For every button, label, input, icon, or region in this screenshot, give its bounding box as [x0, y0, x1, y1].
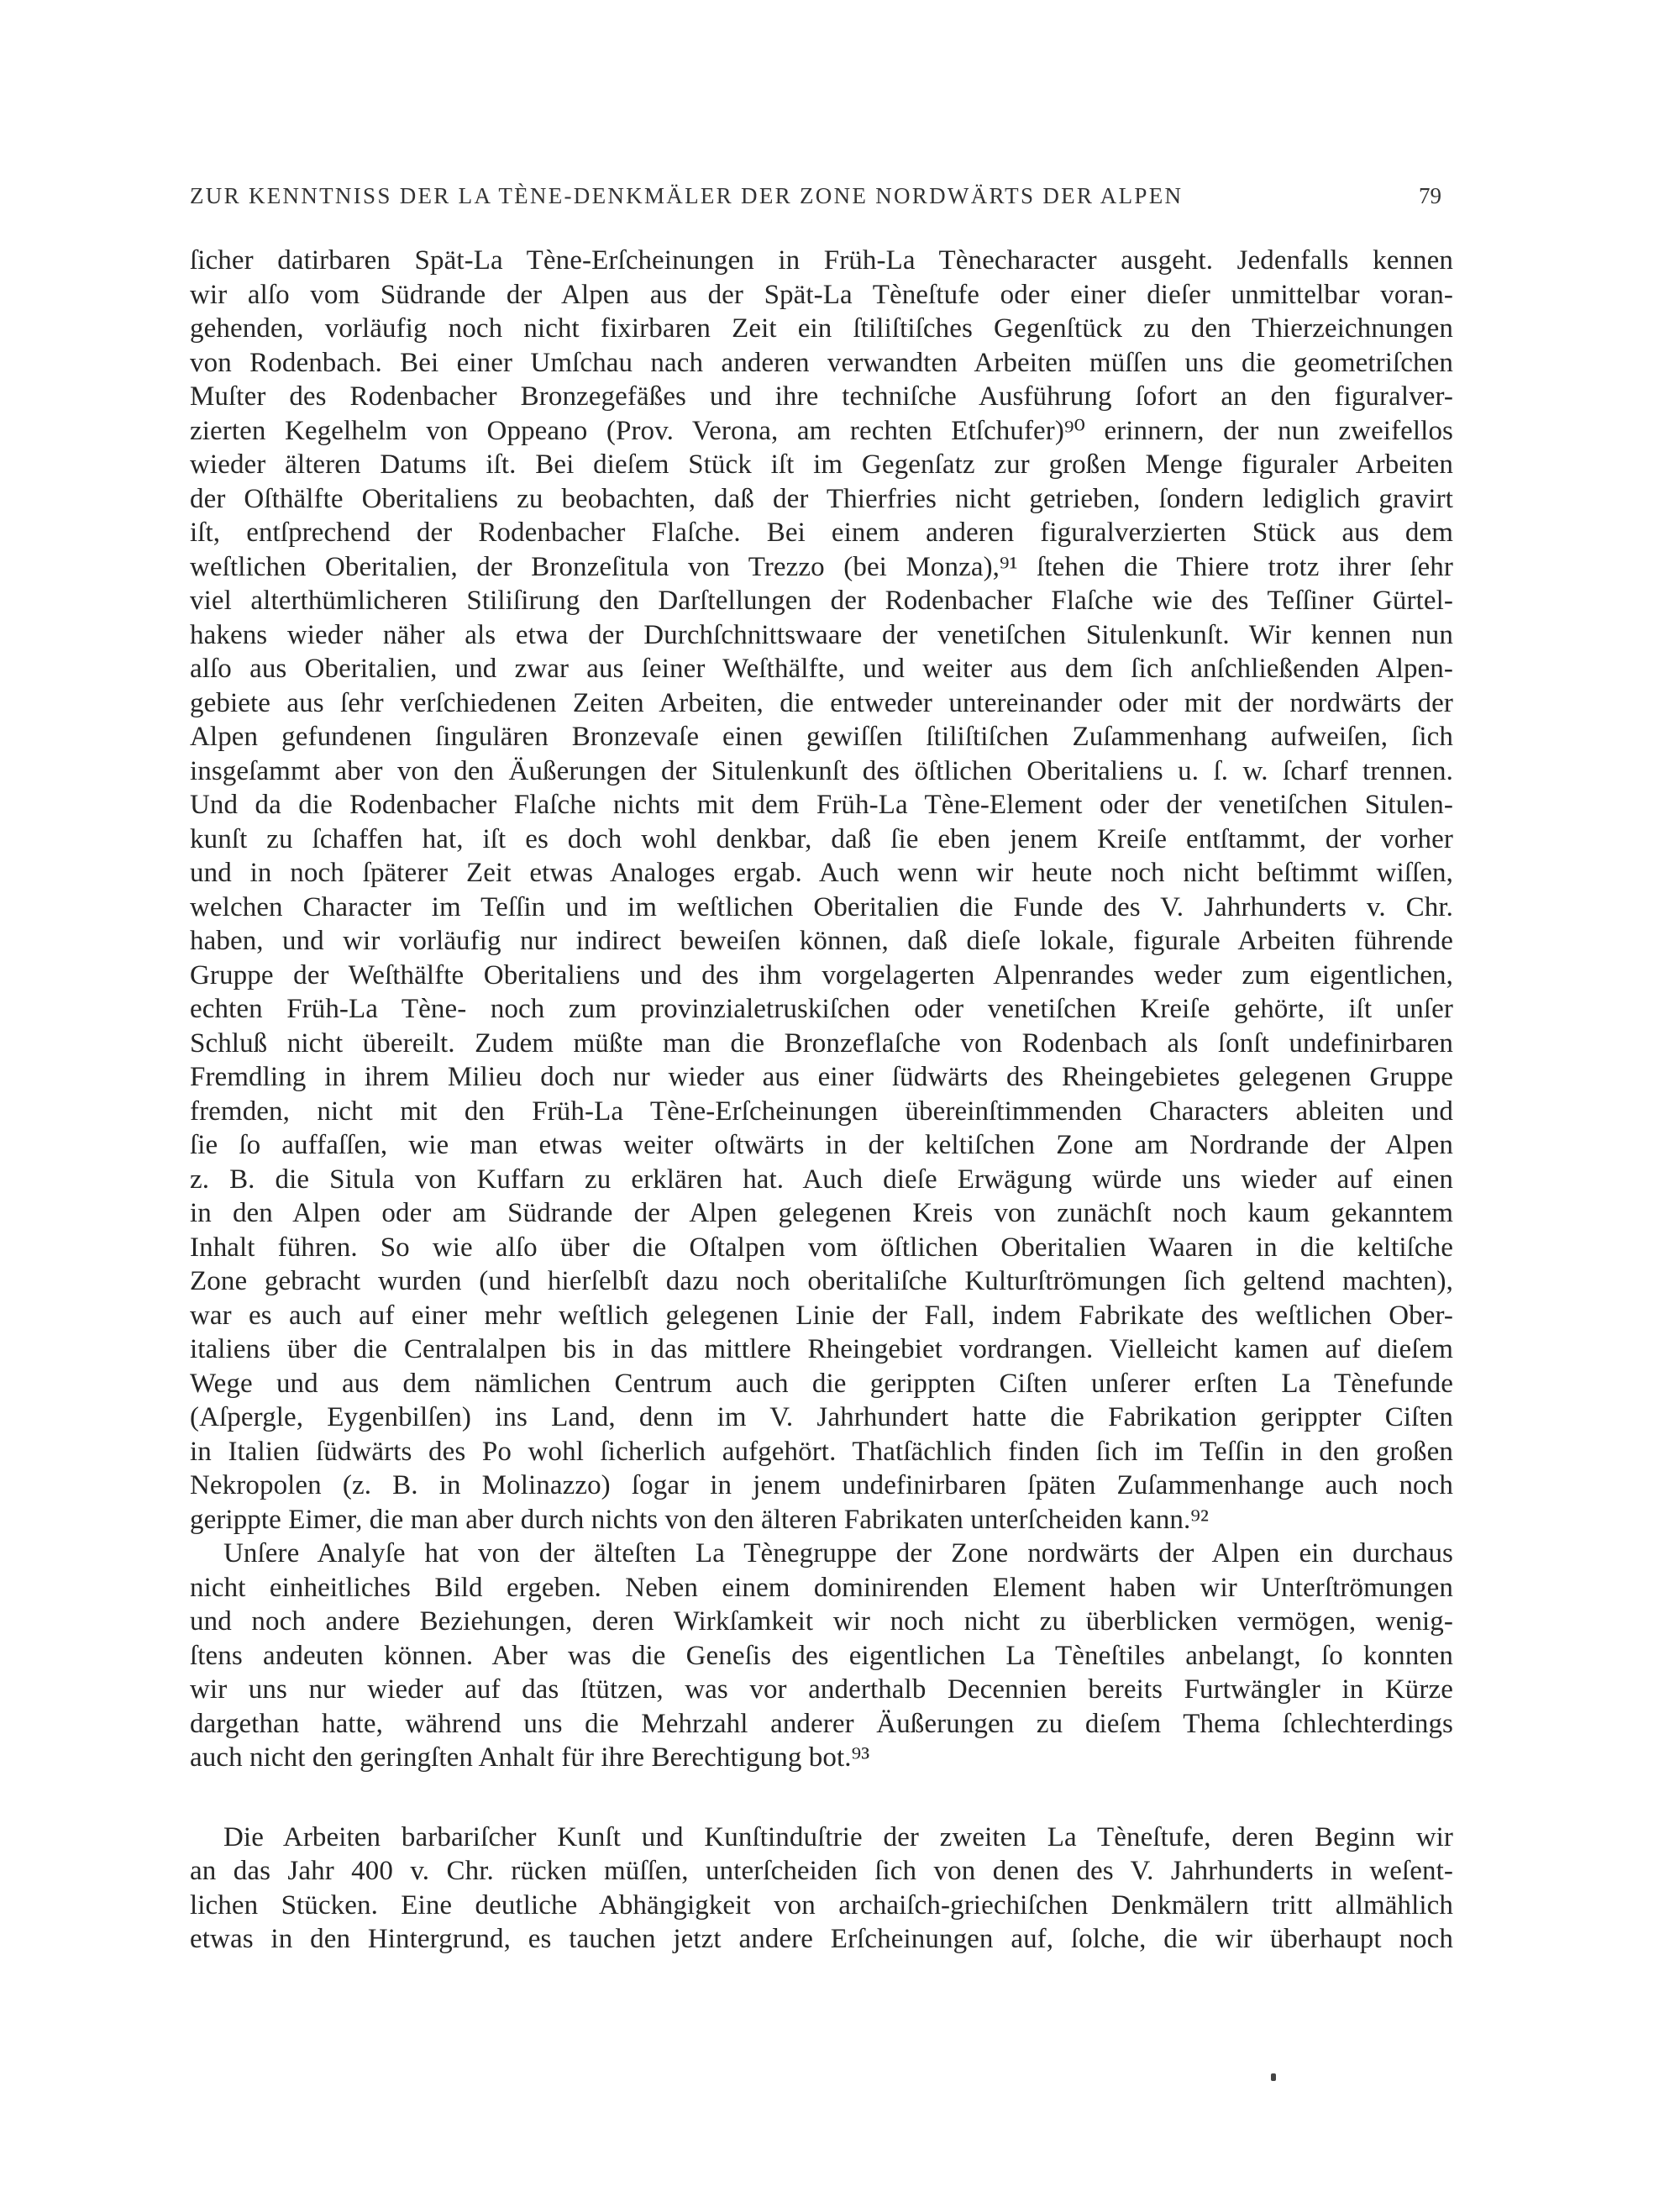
text-line: und in noch ſpäterer Zeit etwas Analoges ergab. Auch wenn wir heute noch nicht beſtimmt wiſſen, [190, 858, 1453, 888]
text-line: insgeſammt aber von den Äußerungen der Situlenkunſt des öſtlichen Oberitaliens u. ſ. w. ſcharf trennen. [190, 755, 1453, 786]
text-line: kunſt zu ſchaffen hat, iſt es doch wohl denkbar, daß ſie eben jenem Kreiſe entſtammt, der vorher [190, 823, 1453, 854]
text-line: nicht einheitliches Bild ergeben. Neben einem dominirenden Element haben wir Unterſtrömungen [190, 1572, 1453, 1603]
text-line: lichen Stücken. Eine deutliche Abhängigkeit von archaiſch-griechiſchen Denkmälern tritt allmählich [190, 1889, 1453, 1921]
text-line: dargethan hatte, während uns die Mehrzahl anderer Äußerungen zu dieſem Thema ſchlechterdings [190, 1708, 1453, 1739]
section-gap [190, 1775, 1453, 1821]
text-line: etwas in den Hintergrund, es tauchen jetzt andere Erſcheinungen auf, ſolche, die wir überhaupt noch [190, 1924, 1453, 1954]
running-title: ZUR KENNTNISS DER LA TÈNE-DENKMÄLER DER ZONE NORDWÄRTS DER ALPEN [190, 183, 1184, 208]
text-line: Fremdling in ihrem Milieu doch nur wieder aus einer ſüdwärts des Rheingebietes gelegenen Gruppe [190, 1062, 1453, 1092]
text-line: welchen Character im Teſſin und im weſtlichen Oberitalien die Funde des V. Jahrhunderts v. Chr. [190, 891, 1453, 922]
text-line: Wege und aus dem nämlichen Centrum auch die gerippten Ciſten unſerer erſten La Tènefunde [190, 1368, 1453, 1399]
text-line: Schluß nicht übereilt. Zudem müßte man die Bronzeflaſche von Rodenbach als ſonſt undefinirbaren [190, 1027, 1453, 1059]
paragraph [190, 1821, 1453, 1957]
text-line: ſtens andeuten können. Aber was die Geneſis des eigentlichen La Tèneſtiles anbelangt, ſo konnten [190, 1640, 1453, 1671]
paragraph [190, 1537, 1453, 1775]
text-line: ſicher datirbaren Spät-La Tène-Erſcheinungen in Früh-La Tènecharacter ausgeht. Jedenfalls kennen [190, 245, 1453, 276]
print-speck [1271, 2073, 1276, 2081]
text-line: in Italien ſüdwärts des Po wohl ſicherlich aufgehört. Thatſächlich finden ſich im Teſſin in den großen [190, 1436, 1453, 1467]
text-line: z. B. die Situla von Kuffarn zu erklären hat. Auch dieſe Erwägung würde uns wieder auf einen [190, 1164, 1453, 1195]
text-line: gebiete aus ſehr verſchiedenen Zeiten Arbeiten, die entweder untereinander oder mit der nordwärts der [190, 687, 1453, 718]
text-line: viel alterthümlicheren Stiliſirung den Darſtellungen der Rodenbacher Flaſche wie des Teſſiner Gürtel- [190, 586, 1453, 616]
paragraph [190, 244, 1453, 1537]
text-line: wieder älteren Datums iſt. Bei dieſem Stück iſt im Gegenſatz zur großen Menge figuraler Arbeiten [190, 449, 1453, 480]
text-line: zierten Kegelhelm von Oppeano (Prov. Verona, am rechten Etſchufer)⁹⁰ erinnern, der nun zweifellos [190, 415, 1453, 446]
text-line: Die Arbeiten barbariſcher Kunſt und Kunſtinduſtrie der zweiten La Tèneſtufe, deren Beginn wir [223, 1821, 1453, 1852]
text-line: und noch andere Beziehungen, deren Wirkſamkeit wir noch nicht zu überblicken vermögen, wenig- [190, 1606, 1453, 1637]
text-line: Und da die Rodenbacher Flaſche nichts mit dem Früh-La Tène-Element oder der venetiſchen Situlen- [190, 790, 1453, 820]
text-line: wir uns nur wieder auf das ſtützen, was vor anderthalb Decennien bereits Furtwängler in Kürze [190, 1674, 1453, 1705]
text-line: (Aſpergle, Eygenbilſen) ins Land, denn im V. Jahrhundert hatte die Fabrikation gerippter Ciſten [190, 1402, 1453, 1432]
body-text [190, 244, 1453, 1957]
text-line: hakens wieder näher als etwa der Durchſchnittswaare der venetiſchen Situlenkunſt. Wir kennen nun [190, 619, 1453, 650]
text-line: auch nicht den geringſten Anhalt für ihre Berechtigung bot.⁹³ [190, 1742, 870, 1773]
text-line: an das Jahr 400 v. Chr. rücken müſſen, unterſcheiden ſich von denen des V. Jahrhunderts in weſent- [190, 1856, 1453, 1886]
text-line: ſie ſo auffaſſen, wie man etwas weiter oſtwärts in der keltiſchen Zone am Nordrande der Alpen [190, 1130, 1453, 1160]
text-line: Alpen gefundenen ſingulären Bronzevaſe einen gewiſſen ſtiliſtiſchen Zuſammenhang aufweiſen, ſich [190, 722, 1453, 752]
text-line: in den Alpen oder am Südrande der Alpen gelegenen Kreis von zunächſt noch kaum gekanntem [190, 1198, 1453, 1228]
text-line: gerippte Eimer, die man aber durch nichts von den älteren Fabrikaten unterſcheiden kann.⁹² [190, 1504, 1209, 1535]
text-line: gehenden, vorläufig noch nicht fixirbaren Zeit ein ſtiliſtiſches Gegenſtück zu den Thierzeichnungen [190, 313, 1453, 344]
text-line: Unſere Analyſe hat von der älteſten La Tènegruppe der Zone nordwärts der Alpen ein durchaus [223, 1538, 1453, 1569]
text-line: weſtlichen Oberitalien, der Bronzeſitula von Trezzo (bei Monza),⁹¹ ſtehen die Thiere trotz ihrer ſehr [190, 551, 1453, 582]
page-number: 79 [1419, 183, 1441, 208]
text-line: der Oſthälfte Oberitaliens zu beobachten, daß der Thierfries nicht getrieben, ſondern lediglich gravirt [190, 483, 1453, 514]
text-line: fremden, nicht mit den Früh-La Tène-Erſcheinungen übereinſtimmenden Characters ableiten und [190, 1096, 1453, 1127]
text-line: Zone gebracht wurden (und hierſelbſt dazu noch oberitaliſche Kulturſtrömungen ſich geltend machten), [190, 1266, 1453, 1296]
text-line: italiens über die Centralalpen bis in das mittlere Rheingebiet vordrangen. Vielleicht kamen auf dieſem [190, 1334, 1453, 1364]
text-line: alſo aus Oberitalien, und zwar aus ſeiner Weſthälfte, und weiter aus dem ſich anſchließenden Alpen- [190, 654, 1453, 684]
running-header [190, 183, 1441, 217]
text-line: haben, und wir vorläufig nur indirect beweiſen können, daß dieſe lokale, figurale Arbeiten führende [190, 926, 1453, 956]
text-line: Gruppe der Weſthälfte Oberitaliens und des ihm vorgelagerten Alpenrandes weder zum eigentlichen, [190, 959, 1453, 991]
text-line: echten Früh-La Tène- noch zum provinzialetruskiſchen oder venetiſchen Kreiſe gehörte, iſt unſer [190, 994, 1453, 1024]
text-line: Nekropolen (z. B. in Molinazzo) ſogar in jenem undefinirbaren ſpäten Zuſammenhange auch noch [190, 1470, 1453, 1500]
text-line: Inhalt führen. So wie alſo über die Oſtalpen vom öſtlichen Oberitalien Waaren in die keltiſche [190, 1232, 1453, 1263]
text-line: Muſter des Rodenbacher Bronzegefäßes und ihre techniſche Ausführung ſofort an den figuralver- [190, 381, 1453, 412]
text-line: war es auch auf einer mehr weſtlich gelegenen Linie der Fall, indem Fabrikate des weſtlichen Ober- [190, 1300, 1453, 1331]
text-line: iſt, entſprechend der Rodenbacher Flaſche. Bei einem anderen figuralverzierten Stück aus dem [190, 518, 1453, 548]
text-line: von Rodenbach. Bei einer Umſchau nach anderen verwandten Arbeiten müſſen uns die geometriſchen [190, 347, 1453, 378]
text-line: wir alſo vom Südrande der Alpen aus der Spät-La Tèneſtufe oder einer dieſer unmittelbar voran- [190, 279, 1453, 310]
